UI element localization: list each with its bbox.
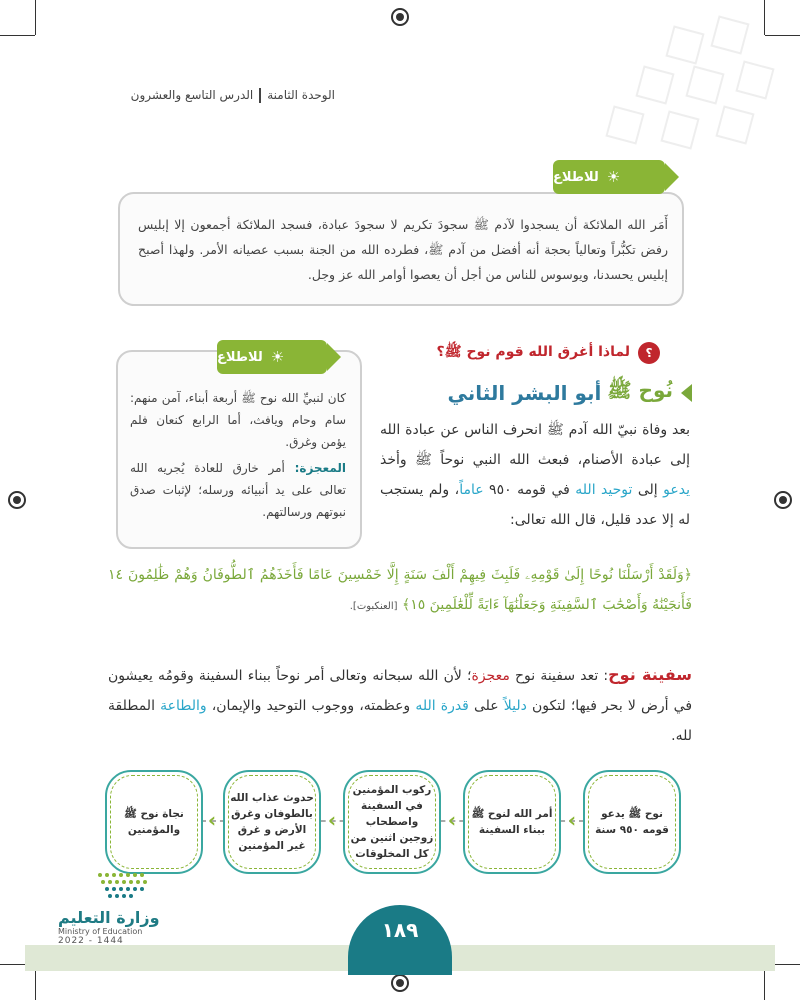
text-span: على	[468, 698, 504, 714]
ship-paragraph	[108, 660, 692, 751]
flow-node-text: ركوب المؤمنين في السفينة واصطحاب زوجين اثنين من كل المخلوقات	[350, 784, 434, 860]
flow-node-3	[343, 770, 441, 874]
info-box-text: أَمَر الله الملائكة أن يسجدوا لآدم ﷺ سجودَ تكريم لا سجودَ عبادة، فسجد الملائكة أجمعون إلا إبليس رفض تكبُّراً وتعالياً بحجة أنه أفضل من آدم ﷺ، فطرده الله من الجنة بسبب عصيانه الأمر. ولهذا أصبح إبليس يحسدنا، ويوسوس للناس من أجل أن يعصوا أوامر الله عز وجل.	[138, 217, 668, 282]
lightbulb-icon: ☀	[270, 348, 285, 366]
text-span: المطلقة لله.	[108, 698, 692, 744]
highlight-term: توحيد الله	[575, 482, 633, 498]
miracle-label: المعجزة:	[294, 461, 346, 475]
unit-label: الوحدة الثامنة	[267, 88, 335, 102]
info-box-miracle	[130, 457, 346, 523]
lesson-label: الدرس التاسع والعشرون	[130, 88, 254, 102]
text-span: بعد وفاة نبيّ الله آدم ﷺ انحرف الناس عن عبادة الله إلى عبادة الأصنام، فبعث الله النبي نوحاً ﷺ وأخذ	[380, 422, 690, 468]
info-box-para: كان لنبيِّ الله نوح ﷺ أربعة أبناء، آمن منهم: سام وحام ويافث، أما الرابع كنعان فلم يؤمن وغرق.	[130, 391, 346, 449]
ministry-logo-dots	[95, 870, 155, 900]
info-tag-label: للاطلاع	[217, 349, 263, 365]
quran-verse	[108, 560, 692, 622]
chevron-left-icon: ‹	[567, 808, 577, 832]
flow-node-1	[583, 770, 681, 874]
verse-source: [العنكبوت].	[349, 601, 398, 612]
info-box-text	[130, 387, 346, 523]
registration-mark-icon	[391, 8, 409, 26]
registration-mark-icon	[774, 491, 792, 509]
highlight-term: عاماً	[459, 482, 484, 498]
main-paragraph	[380, 415, 690, 535]
crop-mark	[0, 35, 35, 36]
ministry-logo	[58, 908, 168, 946]
question-text: لماذا أغرق الله قوم نوح ﷺ؟	[436, 344, 630, 360]
text-span: ؛ لأن الله سبحانه وتعالى أمر نوحاً ببناء السفينة وقومُه يعيشون في أرض لا بحر فيها؛ لتكون	[108, 668, 693, 714]
chevron-left-icon: ‹	[447, 808, 457, 832]
flow-node-text: حدوث عذاب الله بالطوفان وغرق الأرض و غرق غير المؤمنين	[230, 792, 314, 852]
highlight-term: دليلاً	[503, 698, 527, 714]
highlight-term: معجزة	[471, 668, 510, 684]
ship-title: سفينة نوح	[608, 665, 693, 684]
section-title-subtitle: أبو البشر الثاني	[447, 380, 602, 405]
decorative-pattern	[490, 10, 790, 160]
flow-diagram	[105, 770, 685, 878]
section-title-name: نُوح ﷺ	[607, 378, 673, 402]
registration-mark-icon	[391, 974, 409, 992]
highlight-term: يدعو	[663, 482, 690, 498]
miracle-text: أمر خارق للعادة يُجريه الله تعالى على يد أنبيائه ورسله؛ لإثبات صدق نبوتهم ورسالتهم.	[130, 461, 346, 519]
flow-node-text: نجاة نوح ﷺ والمؤمنين	[124, 808, 184, 836]
highlight-term: والطاعة	[160, 698, 207, 714]
text-span: ، ولم يستجب له إلا عدد قليل، قال الله تعالى:	[380, 482, 690, 528]
text-span: في قومه ٩٥٠	[483, 482, 576, 498]
page-header	[131, 88, 335, 103]
flow-node-2	[463, 770, 561, 874]
flow-node-text: نوح ﷺ يدعو قومه ٩٥٠ سنة	[595, 808, 669, 836]
chevron-left-icon: ‹	[327, 808, 337, 832]
info-box-sons	[116, 350, 362, 549]
lightbulb-icon: ☀	[606, 168, 621, 186]
section-title	[447, 378, 692, 407]
info-tag	[553, 160, 665, 194]
text-span: : تعد سفينة نوح	[509, 668, 609, 684]
page-number: ١٨٩	[381, 918, 419, 942]
header-divider	[259, 88, 261, 103]
text-span: وعظمته، ووجوب التوحيد والإيمان،	[206, 698, 416, 714]
crop-mark	[35, 0, 36, 35]
text-span: إلى	[632, 482, 664, 498]
verse-text: ﴿وَلَقَدْ أَرْسَلْنَا نُوحًا إِلَىٰ قَوْمِهِۦ فَلَبِثَ فِيهِمْ أَلْفَ سَنَةٍ إِلَّا خَمْسِينَ عَامًا فَأَخَذَهُمُ ٱلطُّوفَانُ وَهُمْ ظَٰلِمُونَ ١٤ فَأَنجَيْنَٰهُ وَأَصْحَٰبَ ٱلسَّفِينَةِ وَجَعَلْنَٰهَآ ءَايَةً لِّلْعَٰلَمِينَ ١٥﴾	[108, 567, 692, 613]
ministry-name-ar: وزارة التعليم	[58, 908, 160, 927]
edition-year: 2022 - 1444	[58, 936, 124, 946]
question-heading	[437, 342, 660, 364]
info-box-angels	[118, 192, 684, 306]
flow-node-4	[223, 770, 321, 874]
question-icon: ؟	[638, 342, 660, 364]
title-arrow-icon	[681, 384, 692, 402]
flow-node-text: أمر الله لنوح ﷺ ببناء السفينة	[471, 808, 553, 836]
ministry-name-en: Ministry of Education	[58, 927, 143, 936]
highlight-term: قدرة الله	[415, 698, 469, 714]
info-tag	[217, 340, 327, 374]
registration-mark-icon	[8, 491, 26, 509]
chevron-left-icon: ‹	[207, 808, 217, 832]
info-tag-label: للاطلاع	[553, 169, 599, 185]
flow-node-5	[105, 770, 203, 874]
